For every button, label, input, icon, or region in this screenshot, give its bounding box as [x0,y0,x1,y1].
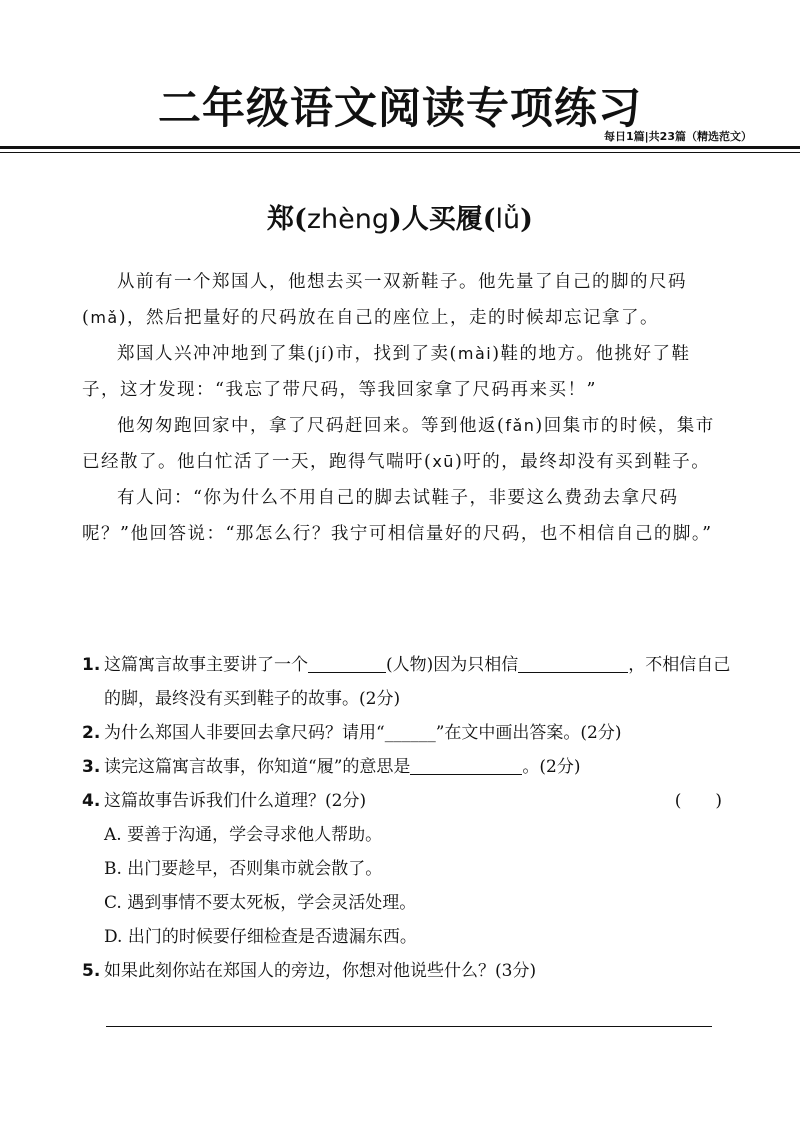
paragraph-1-text-a: 从前有一个郑国人，他想去买一双新鞋子。他先量了自己的脚的尺码( [82,272,687,328]
story-title-mid: )人买履( [388,204,496,235]
pinyin-ji: jí [315,344,328,363]
question-4 [82,784,732,818]
paragraph-3-text-b: )回集市的时候，集市已经散了。他白忙活了一天，跑得气喘吁( [82,416,715,472]
header-rule-thick [0,146,800,149]
question-1 [82,648,732,716]
question-4-text: 这篇故事告诉我们什么道理？(2分) [104,791,367,811]
paragraph-3-text-a: 他匆匆跑回家中，拿了尺码赶回来。等到他返( [117,416,506,436]
story-title-pinyin-1: zhèng [306,204,389,235]
question-number: 3. [82,757,101,777]
question-3-text-b: 。(2分) [522,757,581,777]
question-number: 5. [82,961,101,981]
pinyin-xu: xū [432,452,455,471]
story-title-pre: 郑( [267,204,307,235]
story-title [0,202,800,238]
paragraph-3 [82,408,728,480]
question-5 [82,954,732,988]
question-2-text: 为什么郑国人非要回去拿尺码？请用“______”在文中画出答案。(2分) [104,723,622,743]
question-1-text-b: (人物)因为只相信 [386,655,519,675]
paragraph-2-text-c: )鞋的地方。他挑好了鞋子，这才发现：“我忘了带尺码，等我回家拿了尺码再来买！” [82,344,691,400]
question-list [82,648,732,988]
page-title: 二年级语文阅读专项练习 [158,84,642,134]
paragraph-1-text-b: )，然后把量好的尺码放在自己的座位上，走的时候却忘记拿了。 [118,308,660,328]
page-subtitle: 每日1篇|共23篇（精选范文） [604,130,752,143]
paragraph-1 [82,264,728,336]
paragraph-2-text-b: )市，找到了卖( [327,344,458,364]
option-a[interactable]: A. 要善于沟通，学会寻求他人帮助。 [104,825,383,845]
option-c[interactable]: C. 遇到事情不要太死板，学会灵活处理。 [104,893,417,913]
answer-blank-meaning[interactable] [410,752,522,775]
answer-blank-belief[interactable] [518,650,628,673]
option-d[interactable]: D. 出门的时候要仔细检查是否遗漏东西。 [104,927,417,947]
story-title-pinyin-2: lǚ [495,204,521,235]
pinyin-mai: mài [457,344,493,363]
question-5-text: 如果此刻你站在郑国人的旁边，你想对他说些什么？(3分) [104,961,537,981]
answer-choice-box[interactable]: ( ) [674,791,722,811]
question-1-text-c: ，不相信自己的脚，最终没有买到鞋子的故事。(2分) [104,655,731,709]
question-1-text-a: 这篇寓言故事主要讲了一个 [104,655,308,675]
pinyin-fan: fǎn [505,416,536,435]
paragraph-2 [82,336,728,408]
paragraph-4: 有人问：“你为什么不用自己的脚去试鞋子，非要这么费劲去拿尺码呢？”他回答说：“那怎么行？我宁可相信量好的尺码，也不相信自己的脚。” [82,488,713,544]
answer-line-q5[interactable] [106,1026,712,1027]
question-3 [82,750,732,784]
header-rule-thin [0,152,800,153]
answer-blank-person[interactable] [308,650,386,673]
question-3-text-a: 读完这篇寓言故事，你知道“履”的意思是 [104,757,411,777]
question-number: 1. [82,655,101,675]
question-number: 2. [82,723,101,743]
option-b[interactable]: B. 出门要趁早，否则集市就会散了。 [104,859,383,879]
story-title-post: ) [520,204,533,235]
question-number: 4. [82,791,101,811]
paragraph-2-text-a: 郑国人兴冲冲地到了集( [117,344,316,364]
pinyin-ma: mǎ [90,308,119,327]
question-2 [82,716,732,750]
story-passage [82,264,728,552]
paragraph-3-text-c: )吁的，最终却没有买到鞋子。 [454,452,711,472]
